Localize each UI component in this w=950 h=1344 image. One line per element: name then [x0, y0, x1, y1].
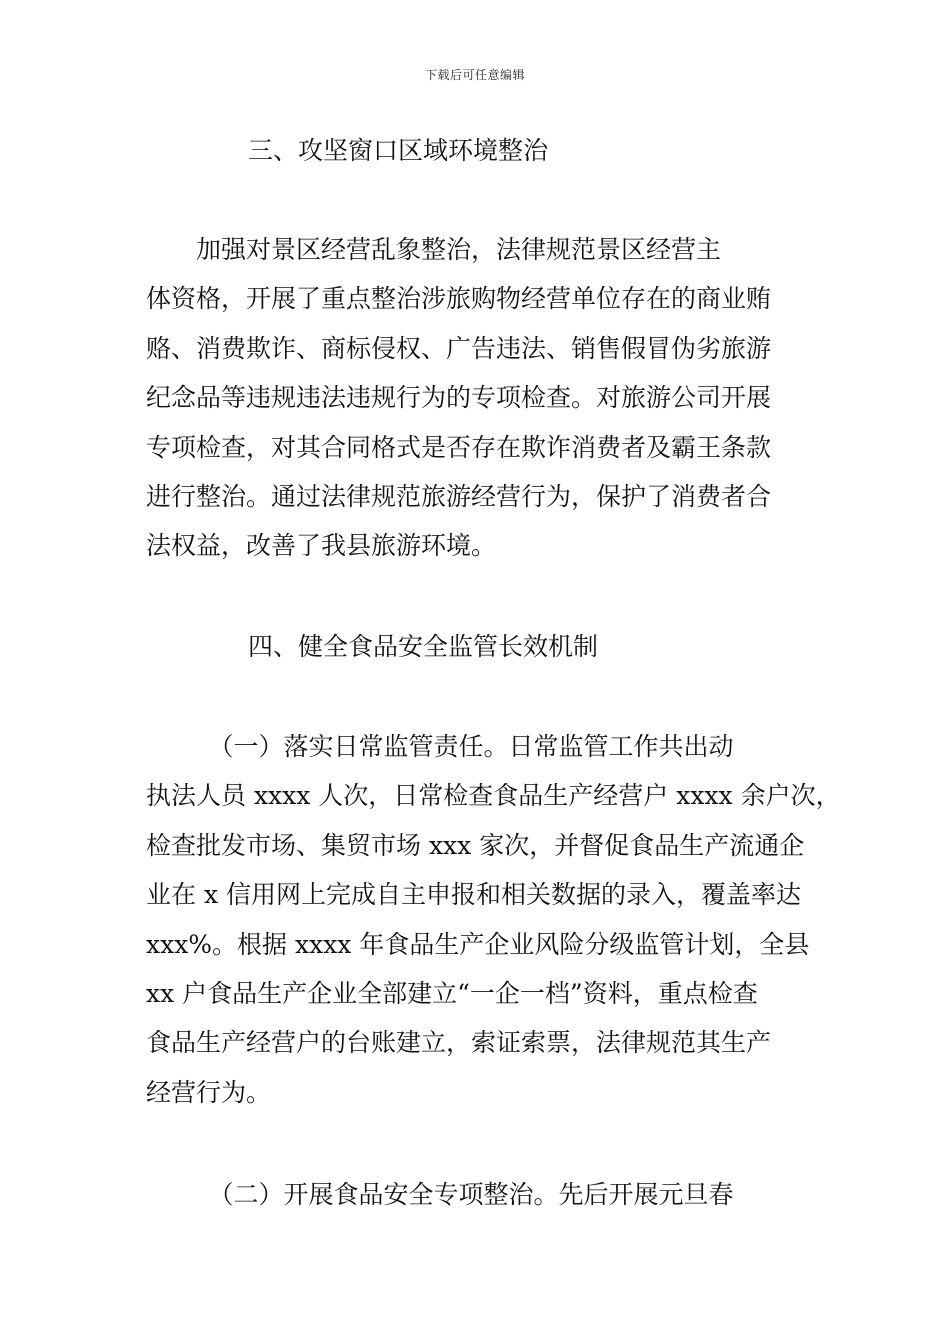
paragraph-line: 赂、消费欺诈、商标侵权、广告违法、销售假冒伪劣旅游 — [146, 333, 772, 363]
paragraph-line: 专项检查，对其合同格式是否存在欺诈消费者及霸王条款 — [146, 432, 772, 462]
section-3-paragraph — [146, 225, 812, 571]
paragraph-line: 进行整治。通过法律规范旅游经营行为，保护了消费者合 — [146, 481, 772, 511]
paragraph-line: xxx%。根据 xxxx 年食品生产企业风险分级监管计划，全县 — [146, 929, 810, 959]
paragraph-line: （二）开展食品安全专项整治。先后开展元旦春 — [146, 1180, 734, 1209]
paragraph-line: 经营行为。 — [146, 1077, 272, 1107]
section-4-paragraph-1 — [146, 722, 841, 1117]
paragraph-line: 加强对景区经营乱象整治，法律规范景区经营主 — [146, 235, 722, 264]
paragraph-line: xx 户食品生产企业全部建立“一企一档”资料，重点检查 — [146, 978, 758, 1008]
paragraph-line: 体资格，开展了重点整治涉旅购物经营单位存在的商业贿 — [146, 284, 772, 314]
section-4-paragraph-2 — [146, 1170, 812, 1219]
paragraph-line: 业在 x 信用网上完成自主申报和相关数据的录入，覆盖率达 — [146, 880, 801, 910]
paragraph-line: 执法人员 xxxx 人次，日常检查食品生产经营户 xxxx 余户次， — [146, 781, 841, 811]
section-heading-3: 三、攻坚窗口区域环境整治 — [248, 136, 549, 165]
paragraph-line: 纪念品等违规违法违规行为的专项检查。对旅游公司开展 — [146, 383, 772, 413]
paragraph-line: 检查批发市场、集贸市场 xxx 家次，并督促食品生产流通企 — [146, 830, 805, 860]
section-heading-4: 四、健全食品安全监管长效机制 — [248, 632, 599, 661]
header-note: 下载后可任意编辑 — [424, 68, 525, 82]
paragraph-line: （一）落实日常监管责任。日常监管工作共出动 — [146, 732, 734, 761]
paragraph-line: 法权益，改善了我县旅游环境。 — [146, 531, 497, 561]
paragraph-line: 食品生产经营户的台账建立，索证索票，法律规范其生产 — [146, 1028, 772, 1058]
